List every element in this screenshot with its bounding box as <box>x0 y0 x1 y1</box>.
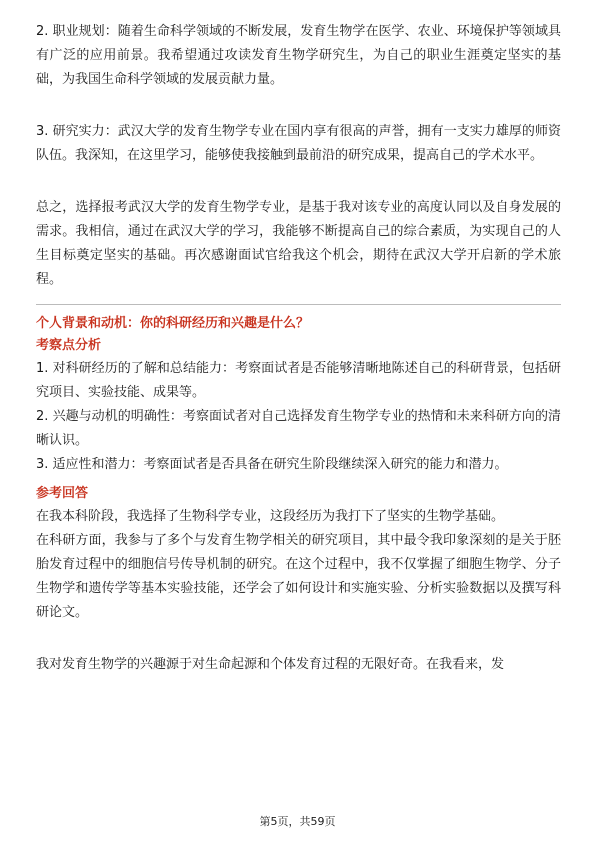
analysis-heading: 考察点分析 <box>36 338 102 353</box>
interview-question: 个人背景和动机：你的科研经历和兴趣是什么？ <box>36 316 310 331</box>
reference-paragraph: 在我本科阶段，我选择了生物科学专业，这段经历为我打下了坚实的生物学基础。 <box>36 509 505 524</box>
intro-item-research-strength: 3. 研究实力：武汉大学的发育生物学专业在国内享有很高的声誉，拥有一支实力雄厚的师资队伍。我深知，在这里学习，能够使我接触到最前沿的研究成果，提高自己的学术水平。 <box>36 124 561 163</box>
analysis-item: 1. 对科研经历的了解和总结能力：考察面试者是否能够清晰地陈述自己的科研背景，包括研究项目、实验技能、成果等。 <box>36 361 561 400</box>
reference-paragraph: 在科研方面，我参与了多个与发育生物学相关的研究项目，其中最令我印象深刻的是关于胚胎发育过程中的细胞信号传导机制的研究。在这个过程中，我不仅掌握了细胞生物学、分子生物学和遗传学等基本实验技能，还学会了如何设计和实施实验、分析实验数据以及撰写科研论文。 <box>36 533 561 620</box>
conclusion-paragraph: 总之，选择报考武汉大学的发育生物学专业，是基于我对该专业的高度认同以及自身发展的需求。我相信，通过在武汉大学的学习，我能够不断提高自己的综合素质，为实现自己的人生目标奠定坚实的基础。再次感谢面试官给我这个机会，期待在武汉大学开启新的学术旅程。 <box>36 200 561 287</box>
section-divider <box>36 304 561 305</box>
page-content <box>36 20 561 677</box>
paragraph-gap <box>36 625 561 653</box>
page-number-footer: 第5页，共59页 <box>259 815 336 828</box>
paragraph-gap <box>36 168 561 196</box>
paragraph-gap <box>36 92 561 120</box>
analysis-item: 2. 兴趣与动机的明确性：考察面试者对自己选择发育生物学专业的热情和未来科研方向的清晰认识。 <box>36 409 561 448</box>
reference-heading: 参考回答 <box>36 486 89 501</box>
reference-paragraph: 我对发育生物学的兴趣源于对生命起源和个体发育过程的无限好奇。在我看来，发 <box>36 657 505 672</box>
analysis-item: 3. 适应性和潜力：考察面试者是否具备在研究生阶段继续深入研究的能力和潜力。 <box>36 457 508 472</box>
intro-item-career: 2. 职业规划：随着生命科学领域的不断发展，发育生物学在医学、农业、环境保护等领域具有广泛的应用前景。我希望通过攻读发育生物学研究生，为自己的职业生涯奠定坚实的基础，为我国生命科学领域的发展贡献力量。 <box>36 24 561 87</box>
